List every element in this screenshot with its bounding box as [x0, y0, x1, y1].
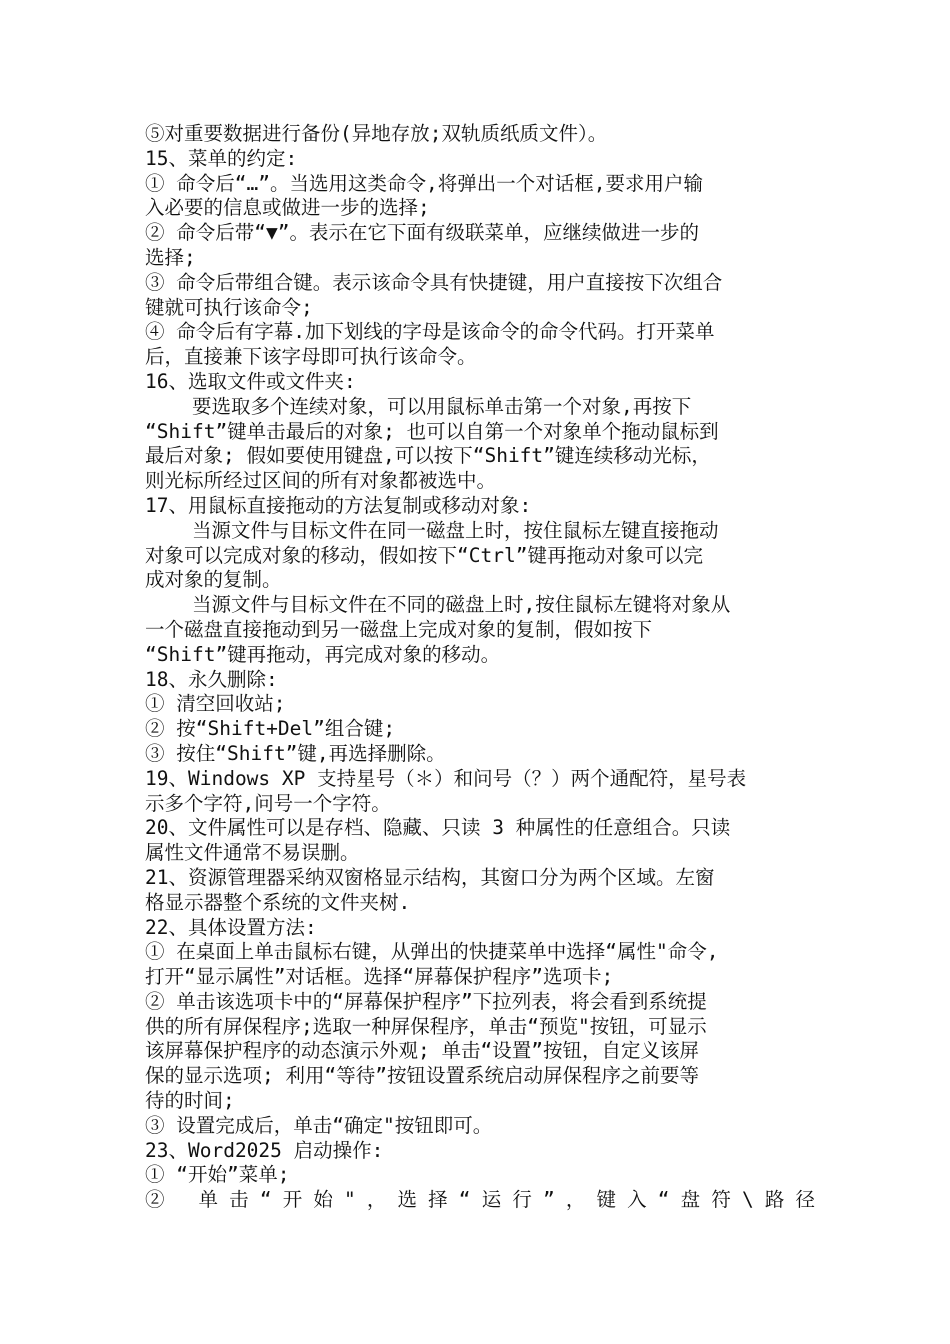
text-line: 要选取多个连续对象，可以用鼠标单击第一个对象,再按下 — [145, 394, 692, 418]
text-line: ② 按“Shift+Del”组合键; — [145, 717, 396, 741]
text-line: ① 在桌面上单击鼠标右键，从弹出的快捷菜单中选择“属性"命令, — [145, 940, 719, 964]
text-line: 属性文件通常不易误删。 — [145, 841, 360, 865]
text-line: 对象可以完成对象的移动，假如按下“Ctrl”键再拖动对象可以完 — [145, 543, 703, 567]
text-line: “Shift”键再拖动，再完成对象的移动。 — [145, 642, 501, 666]
text-line: ③ 按住“Shift”键,再选择删除。 — [145, 741, 446, 765]
text-line: 示多个字符,问号一个字符。 — [145, 791, 391, 815]
section-heading: 21、资源管理器采纳双窗格显示结构，其窗口分为两个区域。左窗 — [145, 865, 715, 889]
text-line: 当源文件与目标文件在同一磁盘上时，按住鼠标左键直接拖动 — [145, 518, 719, 542]
text-line: ⑤对重要数据进行备份(异地存放;双轨质纸质文件）。 — [145, 122, 608, 145]
text-line: 成对象的复制。 — [145, 568, 282, 592]
text-line: ③ 设置完成后，单击“确定"按钮即可。 — [145, 1113, 493, 1137]
section-heading: 20、文件属性可以是存档、隐藏、只读 3 种属性的任意组合。只读 — [145, 816, 731, 840]
text-line: ① 清空回收站; — [145, 692, 286, 716]
section-heading: 19、Windows XP 支持星号（＊）和问号（？）两个通配符，星号表 — [145, 766, 747, 790]
text-line: ② 命令后带“▼”。表示在它下面有级联菜单，应继续做进一步的 — [145, 221, 699, 245]
text-line: 供的所有屏保程序;选取一种屏保程序，单击“预览"按钮，可显示 — [145, 1014, 707, 1038]
text-line: 当源文件与目标文件在不同的磁盘上时,按住鼠标左键将对象从 — [145, 593, 731, 617]
text-line: ① “开始”菜单; — [145, 1163, 290, 1187]
text-line: 选择; — [145, 245, 196, 269]
section-heading: 17、用鼠标直接拖动的方法复制或移动对象: — [145, 493, 532, 517]
text-line: 键就可执行该命令; — [145, 295, 313, 319]
text-line: 入必要的信息或做进一步的选择; — [145, 196, 430, 220]
text-line: ④ 命令后有字幕.加下划线的字母是该命令的命令代码。打开菜单 — [145, 320, 715, 344]
text-line: ② 单击该选项卡中的“屏幕保护程序”下拉列表，将会看到系统提 — [145, 989, 707, 1013]
document-body — [145, 122, 815, 1213]
text-line: ② 单击“开始"，选择“运行”，键入“盘符\路径 — [145, 1188, 815, 1212]
text-line: ① 命令后“…”。当选用这类命令,将弹出一个对话框,要求用户输 — [145, 171, 703, 195]
text-line: ③ 命令后带组合键。表示该命令具有快捷键，用户直接按下次组合 — [145, 270, 723, 294]
text-line: 一个磁盘直接拖动到另一磁盘上完成对象的复制，假如按下 — [145, 617, 653, 641]
text-line: 待的时间; — [145, 1089, 235, 1113]
section-heading: 16、选取文件或文件夹: — [145, 369, 356, 393]
text-line: 保的显示选项; 利用“等待”按钮设置系统启动屏保程序之前要等 — [145, 1064, 699, 1088]
section-heading: 15、菜单的约定: — [145, 146, 298, 170]
text-line: 打开“显示属性”对话框。选择“屏幕保护程序”选项卡; — [145, 965, 614, 989]
text-line: 最后对象; 假如要使用键盘,可以按下“Shift”键连续移动光标， — [145, 444, 711, 468]
text-line: 该屏幕保护程序的动态演示外观; 单击“设置”按钮，自定义该屏 — [145, 1039, 699, 1063]
text-line: “Shift”键单击最后的对象; 也可以自第一个对象单个拖动鼠标到 — [145, 419, 719, 443]
text-line: 格显示器整个系统的文件夹树. — [145, 890, 411, 914]
text-line: 后，直接兼下该字母即可执行该命令。 — [145, 345, 477, 369]
text-line: 则光标所经过区间的所有对象都被选中。 — [145, 469, 497, 493]
section-heading: 23、Word2025 启动操作: — [145, 1138, 384, 1162]
section-heading: 18、永久删除: — [145, 667, 278, 691]
section-heading: 22、具体设置方法: — [145, 915, 317, 939]
